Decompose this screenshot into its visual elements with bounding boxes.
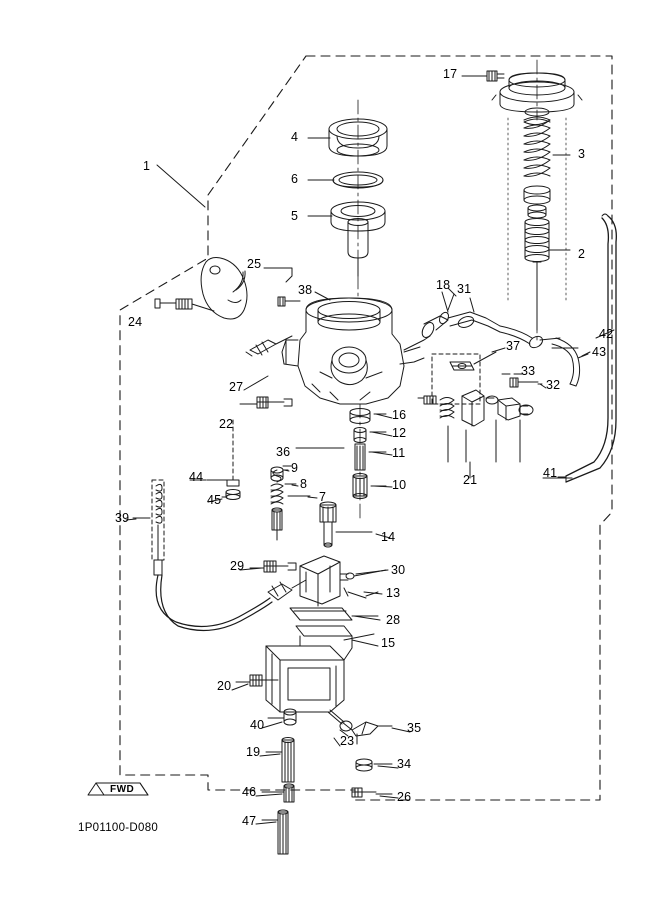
callout-45: 45 [207,493,222,507]
callout-17: 17 [443,67,458,81]
callout-20: 20 [217,679,232,693]
callout-44: 44 [189,470,204,484]
callout-29: 29 [230,559,245,573]
diagram-part-code: 1P01100-D080 [78,822,159,834]
callout-34: 34 [397,757,412,771]
callout-23: 23 [340,734,355,748]
callout-18: 18 [436,278,451,292]
callout-35: 35 [407,721,422,735]
callout-2: 2 [578,247,586,261]
callout-5: 5 [291,209,299,223]
callout-12: 12 [392,426,407,440]
fwd-direction-label: FWD [110,784,135,795]
callout-33: 33 [521,364,536,378]
callout-39: 39 [115,511,130,525]
callout-25: 25 [247,257,262,271]
callout-42: 42 [599,327,614,341]
callout-8: 8 [300,477,308,491]
callout-13: 13 [386,586,401,600]
callout-37: 37 [506,339,521,353]
callout-40: 40 [250,718,265,732]
callout-41: 41 [543,466,558,480]
callout-14: 14 [381,530,396,544]
callout-21: 21 [463,473,478,487]
callout-30: 30 [391,563,406,577]
callout-43: 43 [592,345,607,359]
callout-6: 6 [291,172,299,186]
callout-4: 4 [291,130,299,144]
callout-10: 10 [392,478,407,492]
callout-26: 26 [397,790,412,804]
callout-1: 1 [143,159,151,173]
callout-27: 27 [229,380,244,394]
callout-7: 7 [319,490,327,504]
callout-38: 38 [298,283,313,297]
callout-11: 11 [392,446,406,460]
callout-32: 32 [546,378,561,392]
callout-31: 31 [457,282,472,296]
callout-47: 47 [242,814,257,828]
callout-36: 36 [276,445,291,459]
callout-19: 19 [246,745,261,759]
callout-3: 3 [578,147,586,161]
callout-22: 22 [219,417,234,431]
callout-9: 9 [291,461,299,475]
callout-16: 16 [392,408,407,422]
callout-24: 24 [128,315,143,329]
callout-15: 15 [381,636,396,650]
callout-46: 46 [242,785,257,799]
callout-28: 28 [386,613,401,627]
